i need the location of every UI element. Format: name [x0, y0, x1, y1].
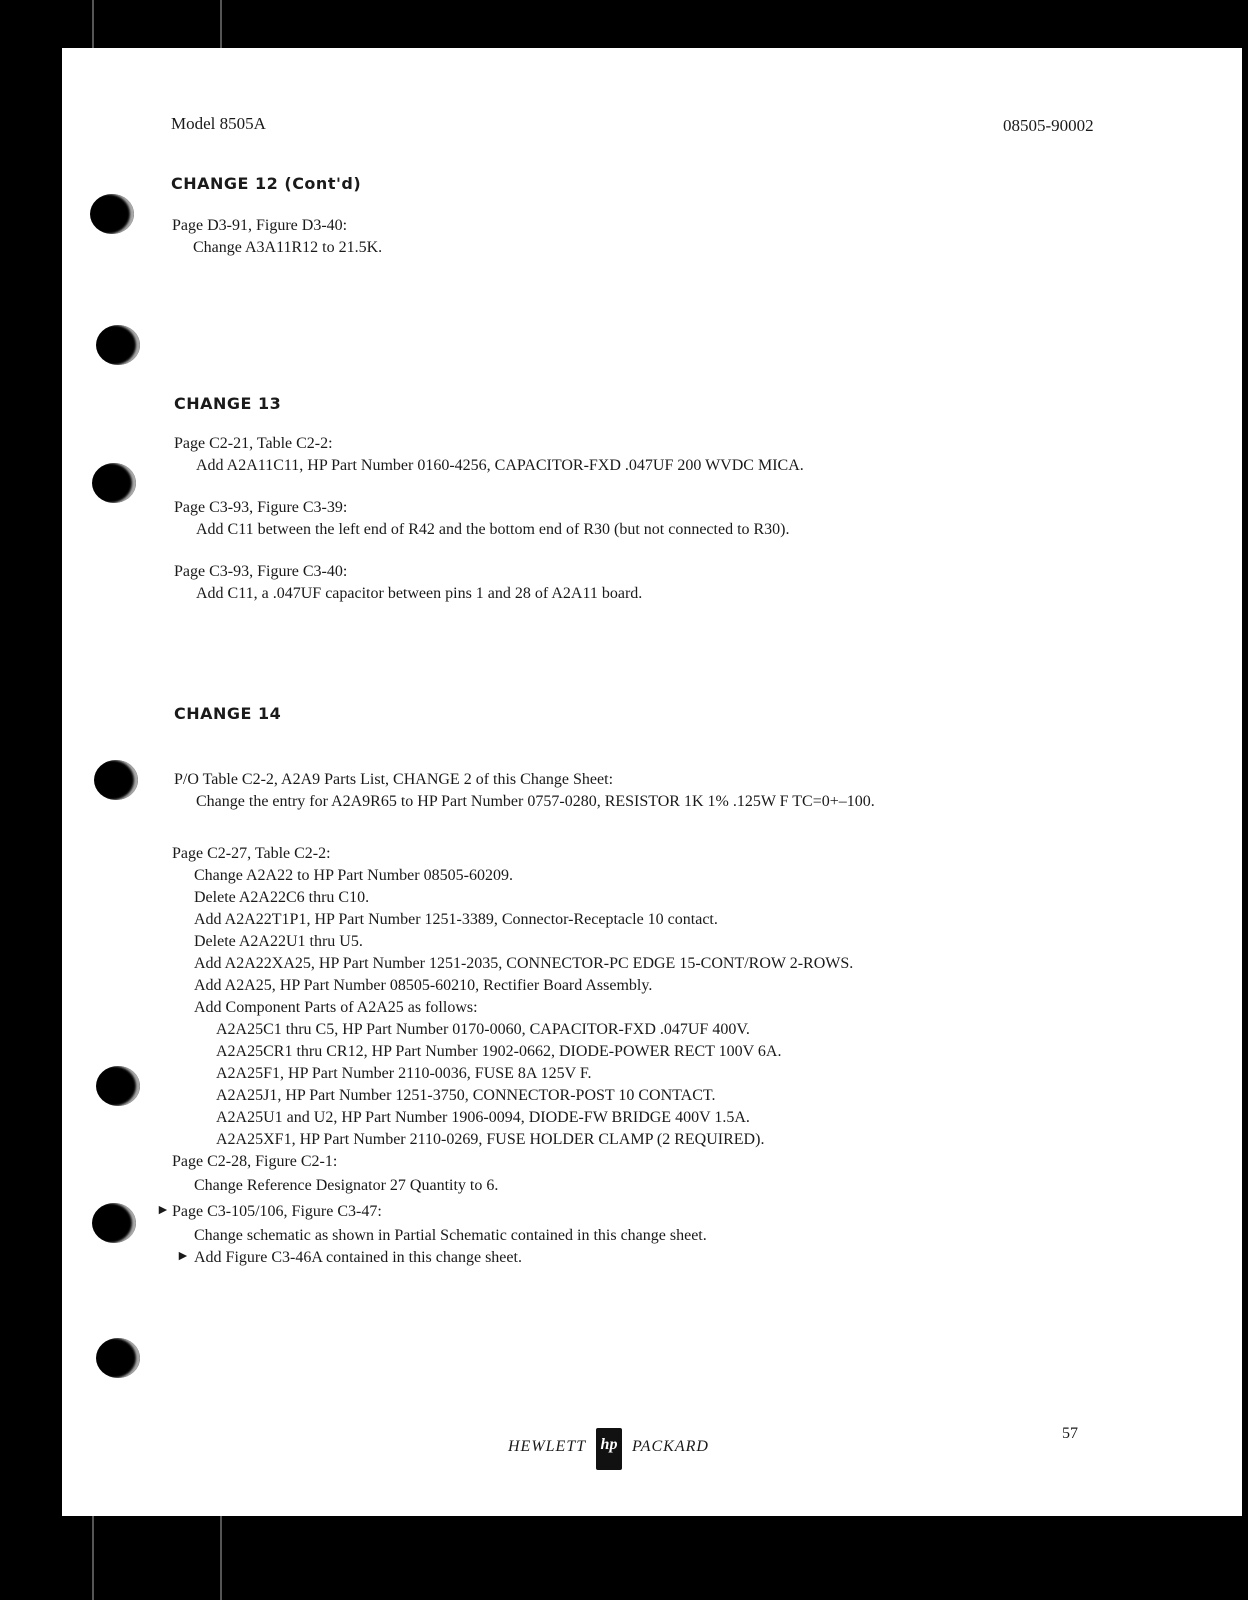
binder-hole: [96, 325, 140, 365]
change-12-line: Page D3-91, Figure D3-40:: [172, 217, 348, 234]
change-13-line: Add A2A11C11, HP Part Number 0160-4256, CAPACITOR-FXD .047UF 200 WVDC MICA.: [196, 457, 804, 474]
binder-hole: [94, 760, 138, 800]
scan-edge-mark: [220, 0, 222, 48]
change-14-line: Page C3-105/106, Figure C3-47:: [172, 1203, 382, 1220]
change-14-line: Change schematic as shown in Partial Schematic contained in this change sheet.: [194, 1227, 707, 1244]
document-number: 08505-90002: [1003, 116, 1094, 135]
change-13-line: Page C3-93, Figure C3-40:: [174, 563, 348, 580]
change-13-line: Add C11, a .047UF capacitor between pins 1 and 28 of A2A11 board.: [196, 585, 643, 602]
scan-edge-mark: [92, 1516, 94, 1600]
model-label: Model 8505A: [171, 114, 266, 133]
change-marker-arrow-icon: ►: [156, 1203, 170, 1218]
change-14-line: Add A2A25, HP Part Number 08505-60210, Rectifier Board Assembly.: [194, 977, 653, 994]
change-14-line: P/O Table C2-2, A2A9 Parts List, CHANGE 2 of this Change Sheet:: [174, 771, 614, 788]
change-14-line: A2A25J1, HP Part Number 1251-3750, CONNECTOR-POST 10 CONTACT.: [216, 1087, 716, 1104]
change-14-line: Add Figure C3-46A contained in this change sheet.: [194, 1249, 522, 1266]
change-14-line: A2A25F1, HP Part Number 2110-0036, FUSE 8A 125V F.: [216, 1065, 592, 1082]
binder-hole: [92, 463, 136, 503]
change-12-line: Change A3A11R12 to 21.5K.: [193, 239, 383, 256]
change-13-line: Page C3-93, Figure C3-39:: [174, 499, 348, 516]
change-marker-arrow-icon: ►: [176, 1249, 190, 1264]
change-14-line: A2A25CR1 thru CR12, HP Part Number 1902-0662, DIODE-POWER RECT 100V 6A.: [216, 1043, 782, 1060]
change-14-line: Change Reference Designator 27 Quantity to 6.: [194, 1177, 499, 1194]
binder-hole: [96, 1338, 140, 1378]
scan-edge-mark: [220, 1516, 222, 1600]
change-14-line: Change the entry for A2A9R65 to HP Part Number 0757-0280, RESISTOR 1K 1% .125W F TC=0+–100.: [196, 793, 875, 810]
brand-hewlett: HEWLETT: [508, 1438, 587, 1455]
page-number: 57: [1062, 1425, 1078, 1442]
change-14-line: Delete A2A22C6 thru C10.: [194, 889, 370, 906]
scan-edge-mark: [92, 0, 94, 48]
document-page: [62, 48, 1242, 1516]
change-14-line: A2A25U1 and U2, HP Part Number 1906-0094, DIODE-FW BRIDGE 400V 1.5A.: [216, 1109, 750, 1126]
change-14-line: Delete A2A22U1 thru U5.: [194, 933, 363, 950]
change-14-line: Page C2-28, Figure C2-1:: [172, 1153, 338, 1170]
binder-hole: [90, 194, 134, 234]
change-12-heading: CHANGE 12 (Cont'd): [171, 174, 362, 193]
change-13-heading: CHANGE 13: [174, 394, 282, 413]
hp-logo-icon: hp: [596, 1428, 622, 1470]
change-14-line: Add Component Parts of A2A25 as follows:: [194, 999, 478, 1016]
change-13-line: Add C11 between the left end of R42 and the bottom end of R30 (but not connected to R30).: [196, 521, 790, 538]
brand-packard: PACKARD: [632, 1438, 709, 1455]
binder-hole: [92, 1203, 136, 1243]
change-14-line: Page C2-27, Table C2-2:: [172, 845, 331, 862]
change-14-heading: CHANGE 14: [174, 704, 282, 723]
change-14-line: A2A25C1 thru C5, HP Part Number 0170-0060, CAPACITOR-FXD .047UF 400V.: [216, 1021, 750, 1038]
change-14-line: Add A2A22T1P1, HP Part Number 1251-3389, Connector-Receptacle 10 contact.: [194, 911, 718, 928]
change-14-line: Add A2A22XA25, HP Part Number 1251-2035, CONNECTOR-PC EDGE 15-CONT/ROW 2-ROWS.: [194, 955, 854, 972]
change-14-line: Change A2A22 to HP Part Number 08505-60209.: [194, 867, 513, 884]
change-14-line: A2A25XF1, HP Part Number 2110-0269, FUSE HOLDER CLAMP (2 REQUIRED).: [216, 1131, 765, 1148]
change-13-line: Page C2-21, Table C2-2:: [174, 435, 333, 452]
binder-hole: [96, 1066, 140, 1106]
